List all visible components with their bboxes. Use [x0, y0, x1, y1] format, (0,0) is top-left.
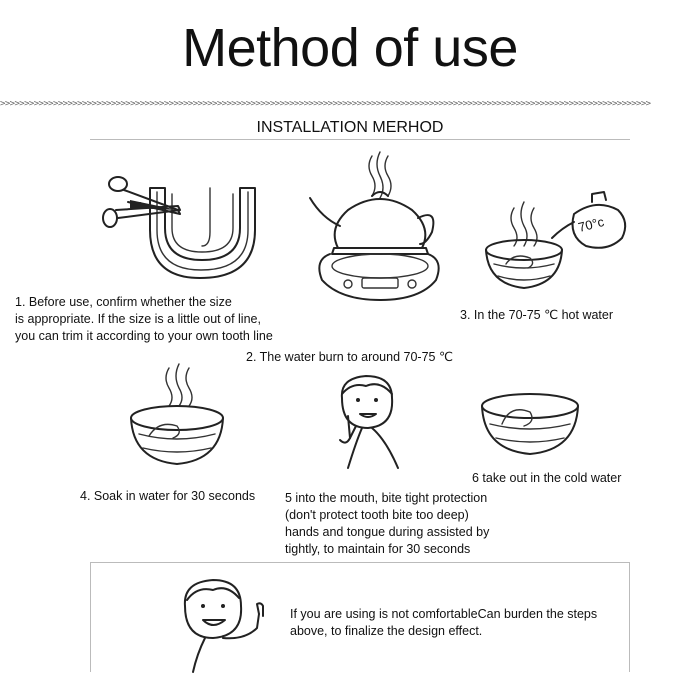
pot-icon	[486, 240, 562, 288]
step6-caption: 6 take out in the cold water	[472, 471, 622, 485]
footer-rule	[90, 562, 630, 563]
bowl-icon	[482, 394, 578, 454]
subtitle-rule	[90, 139, 630, 140]
mouthguard-icon	[150, 188, 255, 278]
step2-illustration	[300, 148, 450, 308]
step3-illustration	[480, 180, 640, 300]
section-subtitle: INSTALLATION MERHOD	[256, 119, 444, 136]
stove-icon	[319, 254, 438, 300]
step3-caption: 3. In the 70-75 ℃ hot water	[460, 308, 614, 322]
step1-caption: 1. Before use, confirm whether the size is appropriate. If the size is a little out of line, you can trim it according to your own tooth line	[15, 295, 273, 343]
kettle-icon	[310, 192, 433, 254]
footer-left-rule	[90, 562, 91, 672]
bowl-icon	[131, 406, 223, 464]
chevron-divider: >>>>>>>>>>>>>>>>>>>>>>>>>>>>>>>>>>>>>>>>>>>>>>>>>>>>>>>>>>>>>>>>>>>>>>>>>>>>>>>>>>>>>>>>>>>>>>>>>>>>>>>>>>>>>>>>>>>>>>>>>>>>>>>>>>>>>>>	[0, 99, 651, 109]
step4-caption: 4. Soak in water for 30 seconds	[80, 489, 256, 503]
scissors-icon	[103, 177, 180, 227]
footer-note: If you are using is not comfortableCan burden the steps above, to finalize the design effect.	[290, 607, 598, 638]
step6-illustration	[476, 384, 586, 474]
child-icon	[185, 580, 263, 672]
footer-illustration	[175, 574, 275, 674]
step2-caption: 2. The water burn to around 70-75 ℃	[246, 350, 453, 364]
kettle-temperature-label: 70°c	[576, 214, 606, 235]
steam-icon	[166, 364, 192, 406]
step1-illustration	[90, 170, 270, 290]
page-title: Method of use	[182, 18, 518, 78]
step4-illustration	[125, 360, 235, 480]
step5-caption: 5 into the mouth, bite tight protection (don't protect tooth bite too deep) hands and tongue during assisted by tightly, to maintain for 30 seconds	[285, 491, 490, 556]
step5-illustration	[326, 368, 416, 478]
child-icon	[340, 376, 398, 468]
